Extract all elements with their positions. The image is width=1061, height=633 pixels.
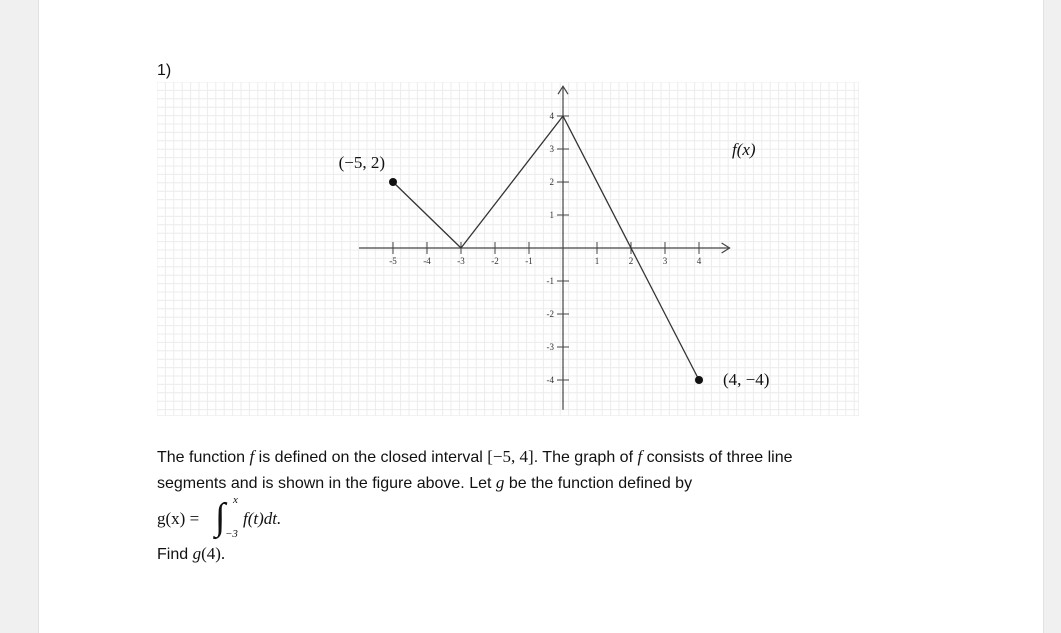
- problem-statement: [157, 444, 857, 496]
- x-tick-label: -4: [423, 256, 431, 266]
- find-prompt: [157, 544, 225, 564]
- x-tick-label: -3: [457, 256, 465, 266]
- y-tick-label: 2: [549, 177, 554, 187]
- y-tick-label: 3: [549, 144, 554, 154]
- x-tick-label: 2: [628, 256, 634, 266]
- x-tick-label: 4: [696, 256, 702, 266]
- grid: [157, 82, 859, 416]
- text-part: The function: [157, 449, 250, 466]
- find-argument: (4).: [201, 544, 226, 563]
- point-label-right: (4, −4): [723, 370, 770, 389]
- x-tick-label: -2: [491, 256, 499, 266]
- text-part: . The graph of: [533, 449, 638, 466]
- f-symbol: f: [249, 447, 255, 466]
- g-symbol: g: [192, 544, 202, 563]
- function-graph: [157, 82, 859, 416]
- x-tick-label: 3: [662, 256, 668, 266]
- lower-limit: −3: [225, 528, 238, 540]
- f-symbol: f: [637, 447, 643, 466]
- endpoint-dot: [695, 376, 703, 384]
- text-part: is defined on the closed interval: [254, 449, 488, 466]
- formula-lhs: g(x) =: [157, 509, 200, 528]
- integral-sign: ∫: [215, 496, 226, 538]
- y-tick-label: -2: [546, 309, 554, 319]
- y-tick-label: 4: [549, 111, 554, 121]
- function-label: f(x): [732, 140, 756, 159]
- point-label-left: (−5, 2): [338, 153, 385, 172]
- y-tick-label: -4: [546, 375, 554, 385]
- find-prefix: Find: [157, 546, 193, 563]
- question-number: 1): [157, 62, 172, 79]
- interval: [−5, 4]: [487, 447, 534, 466]
- y-tick-label: -3: [546, 342, 554, 352]
- y-tick-label: 1: [549, 210, 554, 220]
- x-tick-label: -5: [389, 256, 397, 266]
- text-part: be the function defined by: [504, 475, 693, 492]
- integrand: f(t)dt.: [243, 509, 282, 528]
- upper-limit: x: [233, 494, 238, 506]
- g-symbol: g: [495, 473, 505, 492]
- text-part: consists of three line segments and is shown in the figure above. Let: [157, 449, 793, 492]
- x-tick-label: -1: [525, 256, 533, 266]
- y-tick-label: -1: [546, 276, 554, 286]
- endpoint-dot: [389, 178, 397, 186]
- x-tick-label: 1: [594, 256, 600, 266]
